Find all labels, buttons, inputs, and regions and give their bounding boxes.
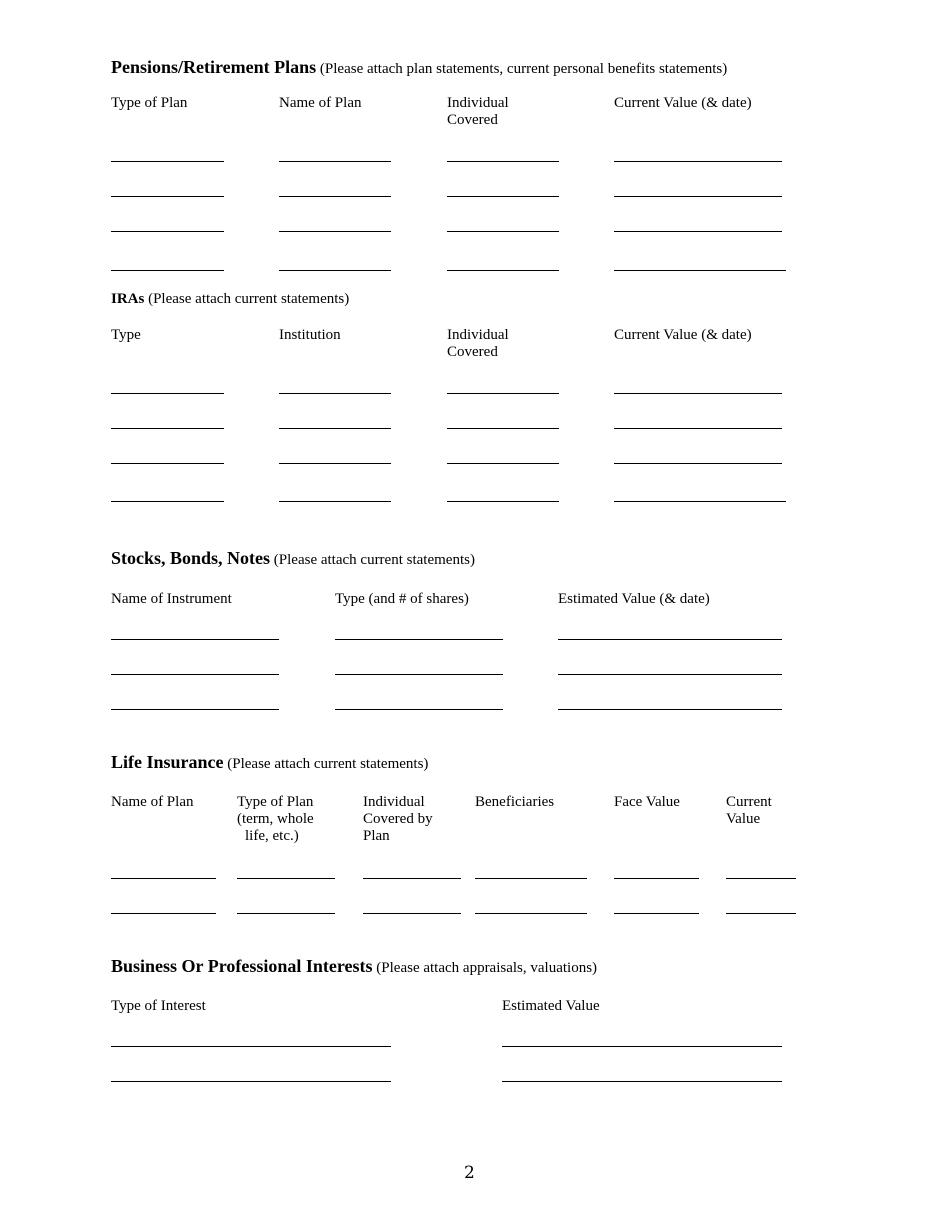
pensions-value-field[interactable]: [614, 196, 782, 197]
life-heading: Life Insurance (Please attach current statements): [111, 752, 429, 772]
stocks-value-field[interactable]: [558, 709, 782, 710]
pensions-individual-field[interactable]: [447, 161, 559, 162]
life-col-face-value: Face Value: [614, 794, 680, 810]
iras-value-field[interactable]: [614, 501, 786, 502]
life-face-value-field[interactable]: [614, 913, 699, 914]
pensions-name-field[interactable]: [279, 270, 391, 271]
stocks-type-field[interactable]: [335, 674, 503, 675]
life-col-beneficiaries: Beneficiaries: [475, 794, 555, 810]
pensions-col-name: Name of Plan: [279, 95, 362, 111]
stocks-col-instrument: Name of Instrument: [111, 591, 232, 607]
iras-value-field[interactable]: [614, 463, 782, 464]
life-col-current-value: Current Value: [726, 794, 772, 827]
iras-institution-field[interactable]: [279, 463, 391, 464]
stocks-instrument-field[interactable]: [111, 674, 279, 675]
stocks-instrument-field[interactable]: [111, 709, 279, 710]
pensions-heading: Pensions/Retirement Plans (Please attach plan statements, current personal benefits statements): [111, 57, 728, 77]
stocks-value-field[interactable]: [558, 674, 782, 675]
pensions-type-field[interactable]: [111, 270, 224, 271]
pensions-individual-field[interactable]: [447, 270, 559, 271]
iras-col-individual: Individual Covered: [447, 327, 509, 360]
life-individual-field[interactable]: [363, 878, 461, 879]
pensions-value-field[interactable]: [614, 161, 782, 162]
stocks-col-type: Type (and # of shares): [335, 591, 469, 607]
iras-type-field[interactable]: [111, 393, 224, 394]
iras-type-field[interactable]: [111, 428, 224, 429]
iras-value-field[interactable]: [614, 428, 782, 429]
iras-individual-field[interactable]: [447, 463, 559, 464]
business-heading: Business Or Professional Interests (Please attach appraisals, valuations): [111, 956, 598, 976]
iras-individual-field[interactable]: [447, 393, 559, 394]
iras-individual-field[interactable]: [447, 428, 559, 429]
pensions-individual-field[interactable]: [447, 231, 559, 232]
life-col-individual: Individual Covered by Plan: [363, 794, 433, 844]
business-type-field[interactable]: [111, 1081, 391, 1082]
iras-col-value: Current Value (& date): [614, 327, 752, 343]
iras-institution-field[interactable]: [279, 393, 391, 394]
iras-institution-field[interactable]: [279, 428, 391, 429]
pensions-value-field[interactable]: [614, 231, 782, 232]
iras-type-field[interactable]: [111, 501, 224, 502]
business-value-field[interactable]: [502, 1046, 782, 1047]
iras-col-type: Type: [111, 327, 141, 343]
life-plan-name-field[interactable]: [111, 913, 216, 914]
life-current-value-field[interactable]: [726, 878, 796, 879]
life-individual-field[interactable]: [363, 913, 461, 914]
iras-type-field[interactable]: [111, 463, 224, 464]
iras-individual-field[interactable]: [447, 501, 559, 502]
life-plan-type-field[interactable]: [237, 878, 335, 879]
pensions-name-field[interactable]: [279, 196, 391, 197]
pensions-col-value: Current Value (& date): [614, 95, 752, 111]
pensions-type-field[interactable]: [111, 196, 224, 197]
pensions-value-field[interactable]: [614, 270, 786, 271]
life-beneficiaries-field[interactable]: [475, 878, 587, 879]
iras-value-field[interactable]: [614, 393, 782, 394]
stocks-value-field[interactable]: [558, 639, 782, 640]
pensions-col-individual: Individual Covered: [447, 95, 509, 128]
stocks-col-value: Estimated Value (& date): [558, 591, 710, 607]
pensions-name-field[interactable]: [279, 231, 391, 232]
page-number: 2: [464, 1163, 475, 1183]
iras-institution-field[interactable]: [279, 501, 391, 502]
pensions-type-field[interactable]: [111, 161, 224, 162]
business-value-field[interactable]: [502, 1081, 782, 1082]
stocks-instrument-field[interactable]: [111, 639, 279, 640]
life-current-value-field[interactable]: [726, 913, 796, 914]
pensions-col-type: Type of Plan: [111, 95, 188, 111]
pensions-type-field[interactable]: [111, 231, 224, 232]
business-type-field[interactable]: [111, 1046, 391, 1047]
life-plan-type-field[interactable]: [237, 913, 335, 914]
life-col-plan-name: Name of Plan: [111, 794, 194, 810]
stocks-type-field[interactable]: [335, 709, 503, 710]
business-col-type: Type of Interest: [111, 998, 206, 1014]
pensions-name-field[interactable]: [279, 161, 391, 162]
life-face-value-field[interactable]: [614, 878, 699, 879]
iras-heading: IRAs (Please attach current statements): [111, 291, 350, 307]
stocks-heading: Stocks, Bonds, Notes (Please attach current statements): [111, 548, 475, 568]
life-plan-name-field[interactable]: [111, 878, 216, 879]
stocks-type-field[interactable]: [335, 639, 503, 640]
life-beneficiaries-field[interactable]: [475, 913, 587, 914]
business-col-value: Estimated Value: [502, 998, 600, 1014]
pensions-individual-field[interactable]: [447, 196, 559, 197]
iras-col-institution: Institution: [279, 327, 341, 343]
life-col-plan-type: Type of Plan (term, whole life, etc.): [237, 794, 314, 844]
